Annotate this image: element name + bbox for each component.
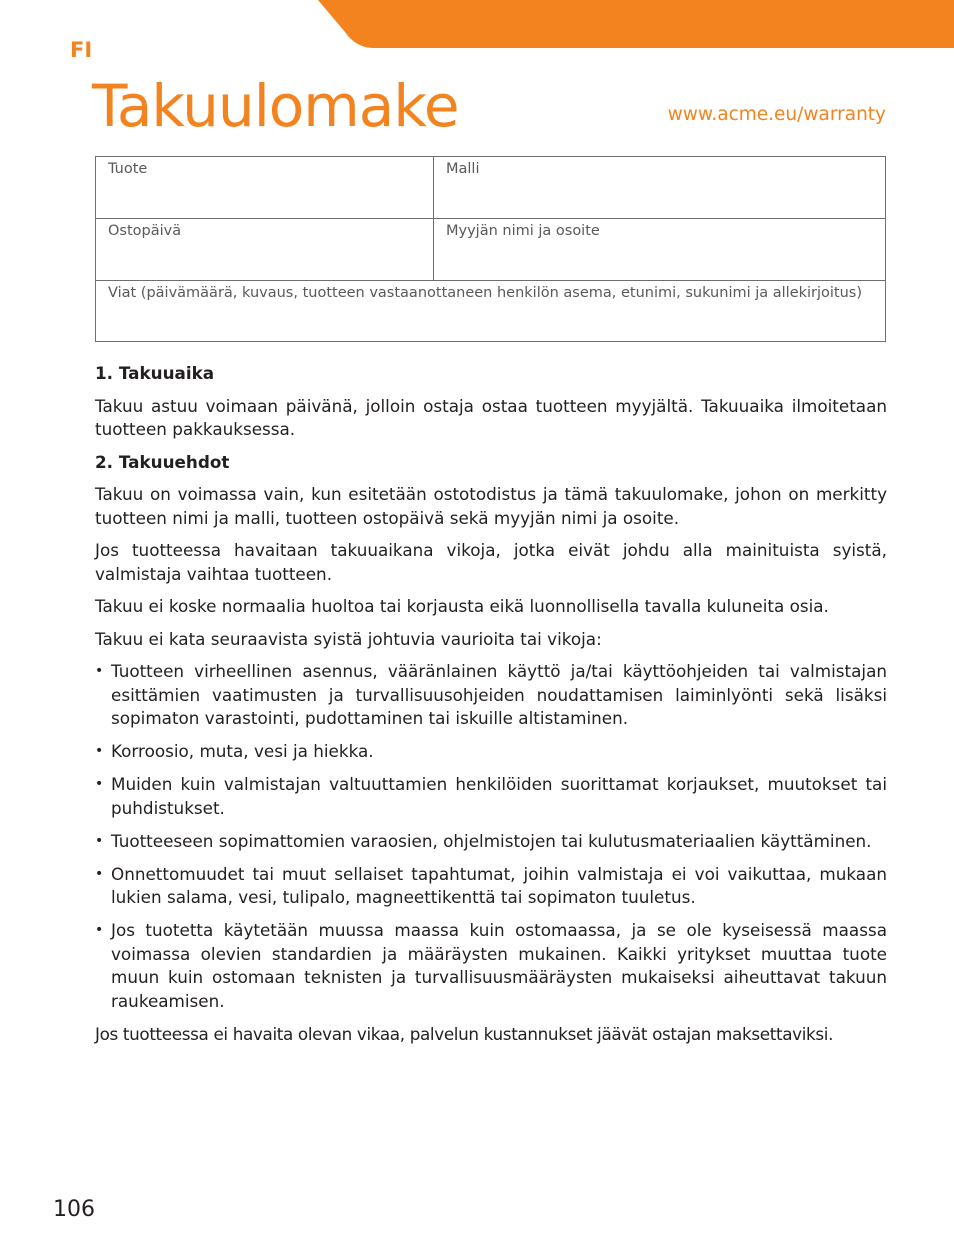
list-item-text: Korroosio, muta, vesi ja hiekka. — [111, 741, 374, 761]
purchase-date-field[interactable] — [96, 219, 434, 281]
bullet-icon: • — [95, 922, 104, 938]
bullet-icon: • — [95, 832, 104, 849]
list-item — [95, 740, 887, 764]
page-number: 106 — [53, 1197, 95, 1222]
seller-label: Myyjän nimi ja osoite — [446, 223, 600, 239]
bullet-icon: • — [95, 776, 104, 792]
language-code: FI — [70, 38, 93, 62]
list-item — [95, 660, 887, 731]
section-heading: 2. Takuuehdot — [95, 451, 230, 472]
list-item-text: Jos tuotetta käytetään muussa maassa kuin ostomaassa, ja se ole kyseisessä maassa voimassa olevien standardien ja määräysten mukainen. Kaikki yritykset muuttaa tuote muun kuin ostomaan teknisten ja turvallisuusmääräysten mukaiseksi aiheuttavat takuun raukeamisen. — [111, 920, 887, 1011]
paragraph: Takuu ei kata seuraavista syistä johtuvia vaurioita tai vikoja: — [95, 628, 602, 649]
list-item-text: Muiden kuin valmistajan valtuuttamien henkilöiden suorittamat korjaukset, muutokset tai puhdistukset. — [111, 774, 887, 818]
list-item — [95, 863, 887, 910]
section-heading: 1. Takuuaika — [95, 363, 215, 383]
product-field[interactable] — [96, 157, 434, 219]
exclusions-list — [95, 660, 887, 1013]
product-label: Tuote — [108, 161, 148, 177]
list-item-text: Tuotteeseen sopimattomien varaosien, ohjelmistojen tai kulutusmateriaalien käyttäminen. — [111, 830, 872, 851]
purchase-date-label: Ostopäivä — [108, 223, 182, 239]
model-label: Malli — [446, 161, 480, 177]
list-item — [95, 773, 887, 820]
bullet-icon: • — [95, 743, 104, 759]
paragraph: Takuu astuu voimaan päivänä, jolloin ostaja ostaa tuotteen myyjältä. Takuuaika ilmoitetaan tuotteen pakkauksessa. — [95, 395, 887, 439]
list-item — [95, 919, 887, 1013]
seller-field[interactable] — [434, 219, 885, 281]
warranty-text — [95, 362, 887, 1055]
page-title: Takuulomake — [92, 72, 459, 140]
warranty-form-table — [95, 156, 886, 342]
paragraph: Takuu ei koske normaalia huoltoa tai korjausta eikä luonnollisella tavalla kuluneita osia. — [95, 596, 829, 616]
paragraph: Takuu on voimassa vain, kun esitetään ostotodistus ja tämä takuulomake, johon on merkitty tuotteen nimi ja malli, tuotteen ostopäivä sekä myyjän nimi ja osoite. — [95, 484, 887, 528]
list-item — [95, 830, 887, 854]
closing-paragraph: Jos tuotteessa ei havaita olevan vikaa, palvelun kustannukset jäävät ostajan maksettaviksi. — [95, 1023, 834, 1044]
list-item-text: Onnettomuudet tai muut sellaiset tapahtumat, joihin valmistaja ei voi vaikuttaa, mukaan lukien salama, vesi, tulipalo, magneettikenttä tai sopimaton tuuletus. — [111, 863, 887, 907]
paragraph: Jos tuotteessa havaitaan takuuaikana vikoja, jotka eivät johdu alla mainituista syistä, valmistaja vaihtaa tuotteen. — [95, 540, 887, 584]
defects-field[interactable] — [96, 281, 885, 341]
bullet-icon: • — [95, 865, 104, 882]
defects-label: Viat (päivämäärä, kuvaus, tuotteen vastaanottaneen henkilön asema, etunimi, sukunimi ja allekirjoitus) — [108, 285, 863, 301]
model-field[interactable] — [434, 157, 885, 219]
orange-corner-tab — [0, 0, 954, 50]
bullet-icon: • — [95, 663, 104, 679]
list-item-text: Tuotteen virheellinen asennus, vääränlainen käyttö ja/tai käyttöohjeiden tai valmistajan esittämien vaatimusten ja turvallisuusohjeiden noudattamisen laiminlyönti sekä lisäksi sopimaton varastointi, pudottaminen tai iskuille altistaminen. — [111, 661, 887, 728]
warranty-url-link[interactable]: www.acme.eu/warranty — [667, 104, 886, 125]
